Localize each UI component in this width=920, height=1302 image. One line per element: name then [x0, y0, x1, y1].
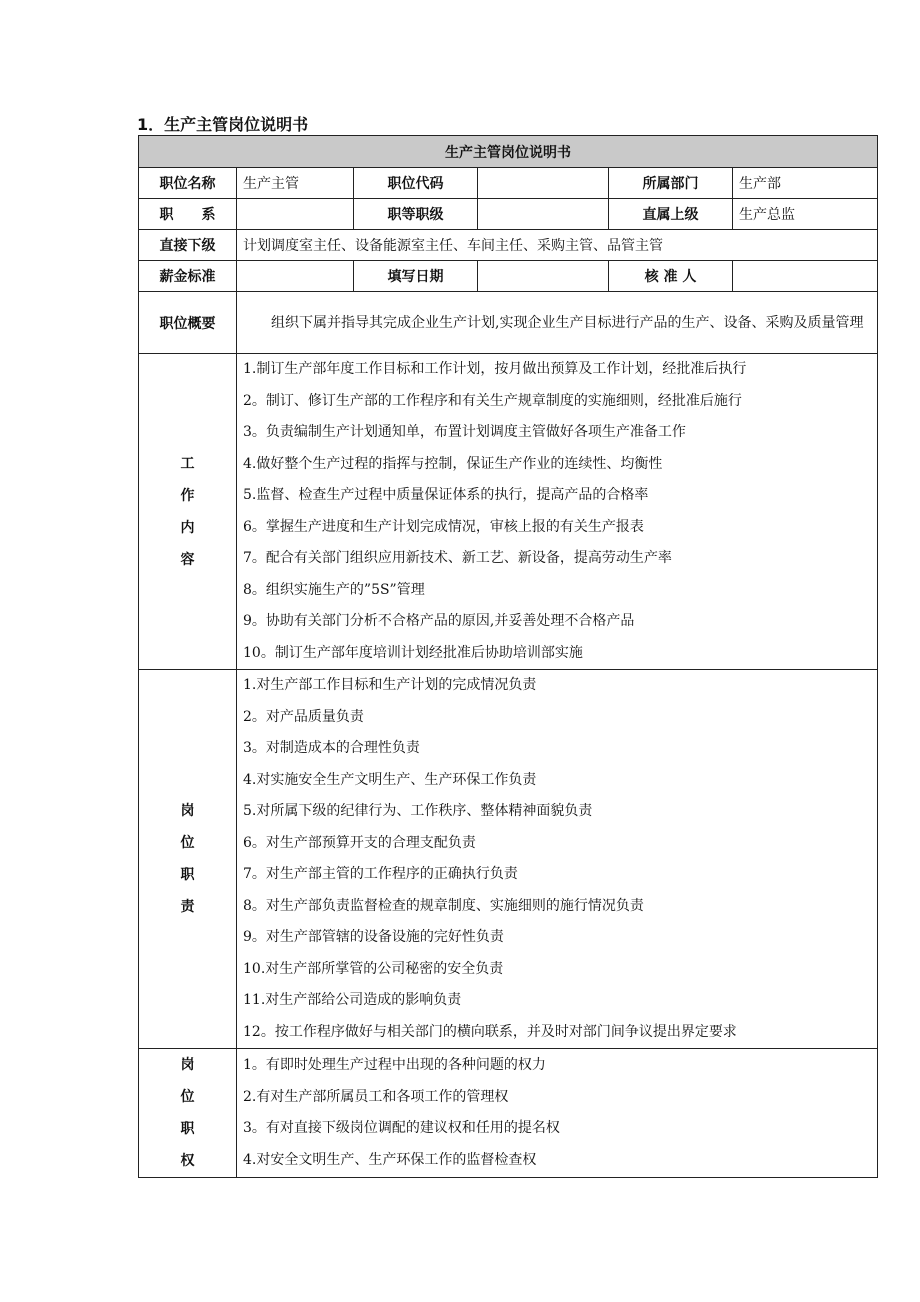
value-job-summary: 组织下属并指导其完成企业生产计划,实现企业生产目标进行产品的生产、设备、采购及质量管理 — [237, 292, 878, 354]
value-direct-subordinates: 计划调度室主任、设备能源室主任、车间主任、采购主管、品管主管 — [237, 230, 878, 261]
list-item: 2。对产品质量负责 — [243, 708, 364, 725]
job-description-table — [138, 135, 878, 1178]
label-direct-subordinates: 直接下级 — [139, 230, 237, 261]
list-item: 6。掌握生产进度和生产计划完成情况，审核上报的有关生产报表 — [243, 518, 644, 535]
label-work-content — [139, 354, 237, 670]
list-item: 9。协助有关部门分析不合格产品的原因,并妥善处理不合格产品 — [243, 613, 635, 629]
list-item: 3。有对直接下级岗位调配的建议权和任用的提名权 — [243, 1120, 560, 1136]
value-approver — [733, 261, 878, 292]
label-char: 职 — [180, 1121, 195, 1137]
label-job-duties — [139, 670, 237, 1049]
list-item: 4.做好整个生产过程的指挥与控制，保证生产作业的连续性、均衡性 — [243, 455, 663, 472]
table-row — [139, 292, 878, 354]
label-salary-standard: 薪金标准 — [139, 261, 237, 292]
value-department: 生产部 — [733, 168, 878, 199]
value-position-name: 生产主管 — [237, 168, 354, 199]
list-item: 4.对实施安全生产文明生产、生产环保工作负责 — [243, 771, 537, 788]
label-position-name: 职位名称 — [139, 168, 237, 199]
list-item: 9。对生产部管辖的设备设施的完好性负责 — [243, 929, 504, 945]
list-item: 12。按工作程序做好与相关部门的横向联系，并及时对部门间争议提出界定要求 — [243, 1023, 737, 1040]
list-item: 2。制订、修订生产部的工作程序和有关生产规章制度的实施细则，经批准后施行 — [243, 392, 742, 409]
job-duties-list — [237, 670, 878, 1049]
value-job-family — [237, 199, 354, 230]
label-char: 内 — [180, 519, 195, 536]
list-item: 10。制订生产部年度培训计划经批准后协助培训部实施 — [243, 644, 583, 661]
list-item: 4.对安全文明生产、生产环保工作的监督检查权 — [243, 1151, 537, 1168]
label-char: 位 — [180, 835, 195, 851]
label-char: 岗 — [180, 1057, 195, 1073]
list-item: 8。组织实施生产的”5S”管理 — [243, 581, 425, 598]
value-position-code — [478, 168, 609, 199]
list-item: 2.有对生产部所属员工和各项工作的管理权 — [243, 1088, 509, 1105]
label-position-code: 职位代码 — [354, 168, 478, 199]
table-row — [139, 1049, 878, 1178]
table-row — [139, 670, 878, 1049]
list-item: 7。配合有关部门组织应用新技术、新工艺、新设备，提高劳动生产率 — [243, 550, 672, 566]
label-job-summary: 职位概要 — [139, 292, 237, 354]
label-fill-date: 填写日期 — [354, 261, 478, 292]
list-item: 1。有即时处理生产过程中出现的各种问题的权力 — [243, 1057, 546, 1073]
table-header: 生产主管岗位说明书 — [139, 136, 878, 168]
list-item: 1.对生产部工作目标和生产计划的完成情况负责 — [243, 677, 537, 693]
list-item: 3。负责编制生产计划通知单，布置计划调度主管做好各项生产准备工作 — [243, 424, 686, 440]
label-job-family: 职 系 — [139, 199, 237, 230]
label-char: 职 — [180, 867, 195, 883]
list-item: 6。对生产部预算开支的合理支配负责 — [243, 834, 476, 851]
job-authority-list — [237, 1049, 878, 1178]
page-title: 1．生产主管岗位说明书 — [137, 115, 309, 134]
label-char: 作 — [180, 487, 195, 504]
label-char: 容 — [180, 551, 195, 568]
label-department: 所属部门 — [609, 168, 733, 199]
table-row — [139, 230, 878, 261]
label-char: 责 — [180, 899, 195, 915]
list-item: 1.制订生产部年度工作目标和工作计划，按月做出预算及工作计划，经批准后执行 — [243, 361, 747, 377]
list-item: 7。对生产部主管的工作程序的正确执行负责 — [243, 866, 518, 882]
label-job-grade: 职等职级 — [354, 199, 478, 230]
value-salary-standard — [237, 261, 354, 292]
label-char: 位 — [180, 1089, 195, 1105]
value-direct-superior: 生产总监 — [733, 199, 878, 230]
table-row — [139, 261, 878, 292]
list-item: 8。对生产部负责监督检查的规章制度、实施细则的施行情况负责 — [243, 897, 644, 914]
table-row — [139, 168, 878, 199]
label-approver: 核 准 人 — [609, 261, 733, 292]
work-content-list — [237, 354, 878, 670]
value-fill-date — [478, 261, 609, 292]
list-item: 3。对制造成本的合理性负责 — [243, 740, 420, 756]
label-job-authority — [139, 1049, 237, 1178]
label-direct-superior: 直属上级 — [609, 199, 733, 230]
table-row — [139, 354, 878, 670]
label-char: 岗 — [180, 803, 195, 819]
list-item: 11.对生产部给公司造成的影响负责 — [243, 992, 462, 1008]
table-row — [139, 199, 878, 230]
label-char: 权 — [180, 1153, 195, 1169]
list-item: 5.对所属下级的纪律行为、工作秩序、整体精神面貌负责 — [243, 803, 593, 819]
list-item: 5.监督、检查生产过程中质量保证体系的执行，提高产品的合格率 — [243, 487, 649, 503]
list-item: 10.对生产部所掌管的公司秘密的安全负责 — [243, 960, 504, 977]
label-char: 工 — [180, 455, 195, 472]
value-job-grade — [478, 199, 609, 230]
